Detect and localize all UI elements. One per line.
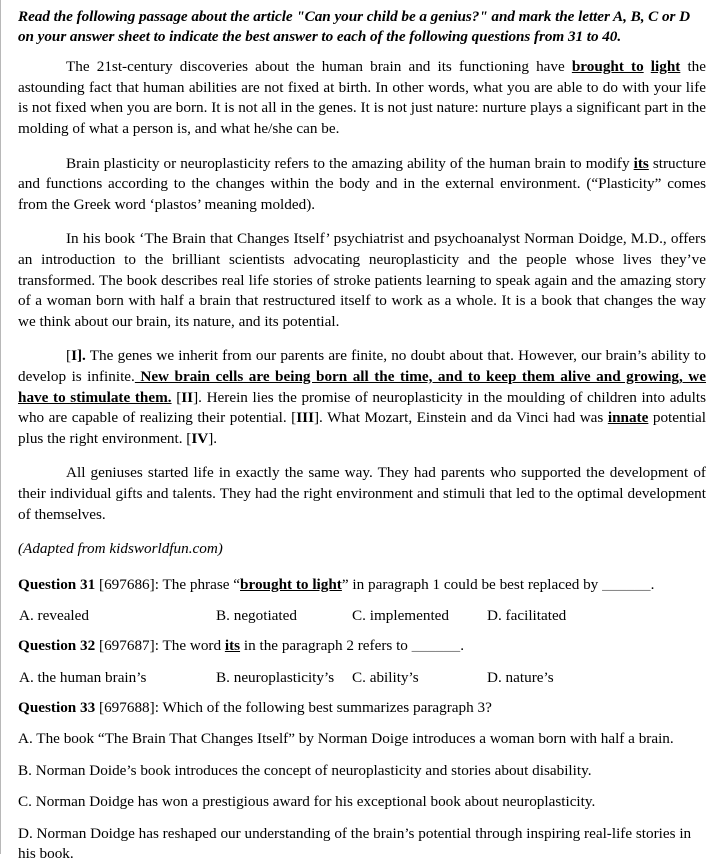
- question-32-label: Question 32: [18, 637, 96, 655]
- paragraph-4-text-13: ].: [208, 429, 218, 447]
- question-31-option-a[interactable]: A. revealed: [19, 607, 89, 625]
- paragraph-1-emphasis-1: brought to: [571, 58, 644, 76]
- paragraph-4-text-11: potential plus the right environment. [: [18, 409, 707, 447]
- paragraph-5-text-0: All geniuses started life in exactly the same way. They had parents who supported the development of their individual gifts and talents. They had the right environment and stimuli that led to the optimal development of themselves.: [18, 464, 706, 523]
- paragraph-4-text-0: [: [66, 347, 72, 365]
- question-33-option-a[interactable]: A. The book “The Brain That Changes Itself” by Norman Doige introduces a woman born with half a brain.: [18, 730, 674, 748]
- question-31-option-c[interactable]: C. implemented: [352, 607, 450, 625]
- passage-source-attribution: (Adapted from kidsworldfun.com): [18, 540, 223, 558]
- paragraph-3-text-0: In his book ‘The Brain that Changes Itself’ psychiatrist and psychoanalyst Norman Doidge, M.D., offers an introduction to the brilliant scientists advocating neuroplasticity and the people whose lives they’ve transformed. The book describes real life stories of stroke patients learning to speak again and the amazing story of a woman born with half a brain that restructured itself to work as a whole. It is a book that changes the way we think about our brain, its nature, and its potential.: [18, 230, 706, 330]
- question-33-option-c[interactable]: C. Norman Doidge has won a prestigious award for his exceptional book about neuroplasticity.: [18, 793, 596, 811]
- paragraph-4-text-7: ]. Herein lies the promise of neuroplasticity in the moulding of children into adults who are capable of realizing their potential. [: [18, 388, 706, 427]
- question-31-stem-emphasis-3: ______: [602, 575, 651, 593]
- question-31-stem-text-2: ” in paragraph 1 could be best replaced by: [341, 575, 603, 593]
- paragraph-4-text-3: The genes we inherit from our parents are finite, no doubt about that. However, our brain’s ability to develop is infinite.: [18, 347, 706, 385]
- paragraph-4-emphasis-1: I: [71, 347, 77, 365]
- paragraph-1-text-0: The 21st-century discoveries about the human brain and its functioning have: [66, 58, 572, 76]
- paragraph-4-emphasis-10: innate: [607, 409, 649, 427]
- question-32-option-d[interactable]: D. nature’s: [487, 668, 554, 686]
- paragraph-4-emphasis-2: ].: [76, 347, 86, 365]
- question-31-code: [697686]:: [99, 575, 159, 593]
- paragraph-4-text-5: [: [171, 388, 182, 406]
- passage-paragraph-3: [18, 229, 706, 332]
- question-32-stem-text-2: in the paragraph 2 refers to: [240, 637, 412, 655]
- passage-body: [18, 57, 706, 525]
- question-33-code: [697688]:: [99, 698, 159, 716]
- paragraph-2-emphasis-1: its: [633, 154, 649, 172]
- question-32-stem-emphasis-1: its: [224, 637, 241, 655]
- question-32-stem-emphasis-3: ______: [411, 637, 461, 655]
- question-32-code: [697687]:: [99, 637, 159, 655]
- question-31-stem-text-0: The phrase “: [158, 575, 241, 593]
- question-31-stem-emphasis-1: brought to light: [240, 575, 342, 593]
- paragraph-1-text-2: [644, 58, 651, 75]
- question-32-stem-text-4: .: [460, 637, 465, 655]
- question-31-label: Question 31: [18, 575, 96, 593]
- question-32-option-c[interactable]: C. ability’s: [352, 668, 419, 686]
- passage-paragraph-1: [18, 57, 706, 139]
- paragraph-4-text-9: ]. What Mozart, Einstein and da Vinci had was: [313, 409, 608, 427]
- question-31-option-b[interactable]: B. negotiated: [216, 607, 297, 625]
- page-instruction-heading: Read the following passage about the article "Can your child be a genius?" and mark the letter A, B, C or D on your answer sheet to indicate the best answer to each of the following questions from 31 to 40.: [18, 8, 691, 45]
- question-32-options: [18, 668, 706, 687]
- document-content: [1, 0, 721, 865]
- question-32-stem: [18, 636, 706, 657]
- question-31-options: [18, 606, 706, 625]
- question-32-stem-text-0: The word: [158, 637, 225, 655]
- question-32-option-b[interactable]: B. neuroplasticity’s: [216, 668, 335, 686]
- question-31-option-d[interactable]: D. facilitated: [487, 607, 567, 625]
- question-33-stem-text-0: Which of the following best summarizes paragraph 3?: [158, 698, 492, 716]
- paragraph-2-text-0: Brain plasticity or neuroplasticity refers to the amazing ability of the human brain to modify: [66, 154, 634, 172]
- paragraph-4-emphasis-6: II: [181, 388, 194, 406]
- paragraph-4-emphasis-4: New brain cells are being born all the time, and to keep them alive and growing, we have to stimulate them.: [18, 367, 707, 406]
- paragraph-1-text-4: the astounding fact that human abilities are not fixed at birth. In other words, what you are able to do with your life is not fixed when you are born. It is not all in the genes. It is not just nature: nurture plays a significant part in the molding of what a person is, and what he/she can be.: [18, 58, 706, 137]
- paragraph-1-emphasis-3: light: [650, 58, 681, 76]
- question-31-stem-text-4: .: [650, 575, 655, 593]
- paragraph-2-text-2: structure and functions according to the changes within the body and in the external environment. (“Plasticity” comes from the Greek word ‘plastos’ meaning molded).: [18, 154, 706, 213]
- question-33-label: Question 33: [18, 698, 96, 716]
- paragraph-4-emphasis-8: III: [296, 409, 314, 427]
- question-33-stem: [18, 698, 706, 719]
- passage-paragraph-4: [18, 346, 706, 449]
- passage-paragraph-5: [18, 463, 706, 525]
- questions-list: [18, 575, 706, 865]
- passage-paragraph-2: [18, 154, 706, 216]
- paragraph-4-emphasis-12: IV: [191, 429, 209, 447]
- question-33-option-d[interactable]: D. Norman Doidge has reshaped our understanding of the brain’s potential through inspiring real-life stories in his book.: [18, 824, 692, 863]
- question-31-stem: [18, 575, 706, 596]
- question-32-option-a[interactable]: A. the human brain’s: [19, 668, 147, 686]
- question-33-option-b[interactable]: B. Norman Doide’s book introduces the concept of neuroplasticity and stories about disability.: [18, 761, 592, 779]
